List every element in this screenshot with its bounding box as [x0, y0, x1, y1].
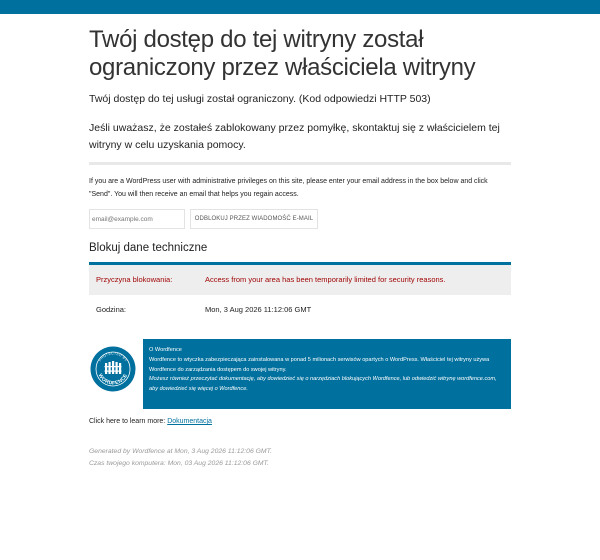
block-reason-value: Access from your area has been temporarily limited for security reasons.	[205, 275, 446, 284]
table-row	[89, 295, 511, 325]
wordfence-docs-text: Możesz również przeczytać dokumentację, aby dowiedzieć się o narzędziach blokujących Wordfence, lub odwiedzić witrynę wordfence.com, aby dowiedzieć się więcej o Wordfence.	[149, 376, 497, 393]
generated-footer	[89, 446, 272, 469]
wordfence-info	[89, 339, 511, 409]
learn-more-label: Click here to learn more:	[89, 418, 168, 425]
generated-text: Generated by Wordfence at Mon, 3 Aug 2026 11:12:06 GMT.	[89, 448, 272, 455]
learn-more	[89, 418, 212, 425]
email-field[interactable]	[89, 209, 185, 229]
mistake-message: Jeśli uważasz, że zostałeś zablokowany przez pomyłkę, skontaktuj się z właścicielem tej witryny w celu uzyskania pomocy.	[89, 122, 500, 151]
divider	[89, 162, 511, 165]
wordfence-text: Wordfence to wtyczka zabezpieczająca zainstalowana w ponad 5 milionach serwisów opartych o WordPress. Właściciel tej witryny używa Wordfence do zarządzania dostępem do swojej witryny.	[149, 356, 490, 373]
top-bar	[0, 0, 600, 14]
wordfence-heading: O Wordfence	[149, 347, 182, 353]
time-label: Godzina:	[96, 305, 127, 314]
documentation-link[interactable]: Dokumentacja	[167, 418, 212, 425]
time-value: Mon, 3 Aug 2026 11:12:06 GMT	[205, 305, 312, 314]
table-row	[89, 265, 511, 295]
tech-details-table	[89, 262, 511, 325]
status-message: Twój dostęp do tej usługi został ograniczony. (Kod odpowiedzi HTTP 503)	[89, 93, 431, 105]
svg-text:WORDFENCE: WORDFENCE	[96, 372, 130, 387]
admin-message: If you are a WordPress user with administrative privileges on this site, please enter your email address in the box below and click "Send". You will then receive an email that helps you regain access.	[89, 178, 488, 198]
computer-time-text: Czas twojego komputera: Mon, 03 Aug 2026 11:12:06 GMT.	[89, 459, 269, 467]
wordfence-panel	[143, 339, 511, 409]
tech-details-heading: Blokuj dane techniczne	[89, 242, 208, 254]
send-unlock-email-button[interactable]: ODBLOKUJ PRZEZ WIADOMOŚĆ E-MAIL	[190, 209, 318, 229]
wordfence-shield-icon	[90, 346, 136, 392]
page-title: Twój dostęp do tej witryny został ograniczony przez właściciela witryny	[89, 26, 476, 81]
block-reason-label: Przyczyna blokowania:	[96, 275, 173, 284]
svg-text:PROTECTED BY: PROTECTED BY	[97, 351, 129, 363]
